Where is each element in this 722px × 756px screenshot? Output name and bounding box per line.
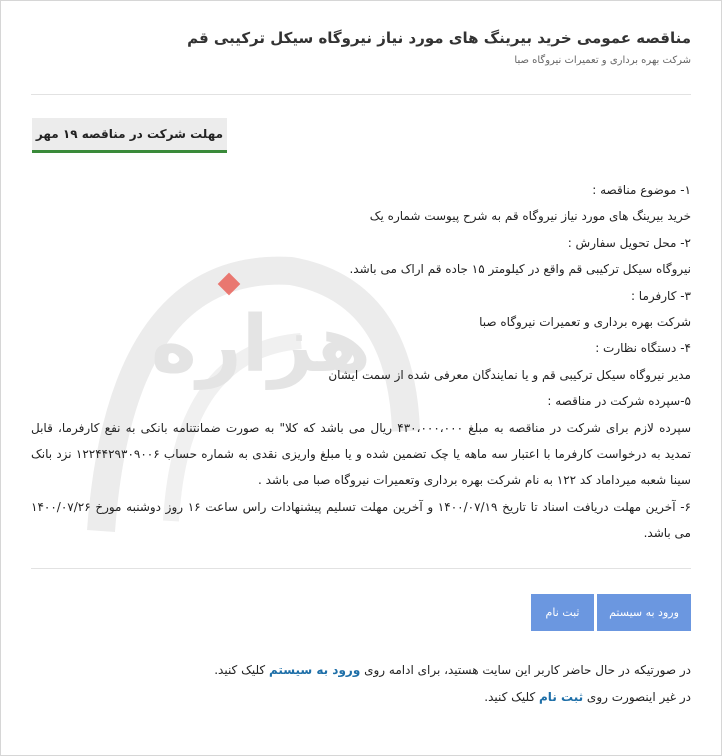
section-2-text: نیروگاه سیکل ترکیبی قم واقع در کیلومتر ۱۵ جاده قم اراک می باشد. <box>349 262 691 277</box>
tender-details <box>31 177 691 547</box>
page-subtitle: شرکت بهره برداری و تعمیرات نیروگاه صبا <box>514 55 691 66</box>
divider-top <box>31 94 691 95</box>
deadline-tab[interactable]: مهلت شرکت در مناقصه ۱۹ مهر <box>32 118 227 153</box>
register-link[interactable]: ثبت نام <box>539 690 584 704</box>
section-1-text: خرید بیرینگ های مورد نیاز نیروگاه قم به شرح پیوست شماره یک <box>369 209 691 224</box>
login-note-after: کلیک کنید. <box>214 663 269 677</box>
watermark-text: هزاره <box>150 300 372 390</box>
register-note-before: در غیر اینصورت روی <box>583 690 691 704</box>
login-note-before: در صورتیکه در حال حاضر کاربر این سایت هستید، برای ادامه روی <box>360 663 691 677</box>
section-2-heading: ۲- محل تحویل سفارش : <box>567 235 691 250</box>
section-1-heading: ۱- موضوع مناقصه : <box>592 183 691 197</box>
deposit-paragraph: سپرده لازم برای شرکت در مناقصه به مبلغ ۴۳۰،۰۰۰،۰۰۰ ریال می باشد که کلا" به صورت ضمانتنامه بانکی به نفع کارفرما، قابل تمدید به درخواست کارفرما با اعتبار سه ماهه یا چک تضمین شده و یا مبلغ واریزی نقدی به شماره حساب ۱۲۲۴۴۲۹۳۰۹۰۰۶ نزد بانک سینا شعبه میرداماد کد ۱۲۲ به نام شرکت بهره برداری وتعمیرات نیروگاه صبا می باشد . <box>31 420 691 488</box>
section-3-heading: ۳- کارفرما : <box>630 288 691 303</box>
register-note-after: کلیک کنید. <box>484 690 540 704</box>
login-note <box>31 657 691 684</box>
register-note <box>31 684 691 711</box>
page-title: مناقصه عمومی خرید بیرینگ های مورد نیاز نیروگاه سیکل ترکیبی قم <box>187 29 691 47</box>
register-button[interactable]: ثبت نام <box>531 594 594 631</box>
section-4-text: مدیر نیروگاه سیکل ترکیبی قم و یا نمایندگان معرفی شده از سمت ایشان <box>328 367 691 382</box>
deadline-paragraph: ۶- آخرین مهلت دریافت اسناد تا تاریخ ۱۴۰۰/۰۷/۱۹ و آخرین مهلت تسلیم پیشنهادات راس ساعت ۱۶ روز دوشنبه مورخ ۱۴۰۰/۰۷/۲۶ می باشد. <box>31 499 691 541</box>
section-4-heading: ۴- دستگاه نظارت : <box>595 341 691 356</box>
divider-bottom <box>31 568 691 569</box>
login-instructions <box>31 657 691 711</box>
header <box>31 27 691 66</box>
section-3-text: شرکت بهره برداری و تعمیرات نیروگاه صبا <box>479 315 691 330</box>
login-button[interactable]: ورود به سیستم <box>597 594 691 631</box>
login-link[interactable]: ورود به سیستم <box>268 663 361 677</box>
section-5-heading: ۵-سپرده شرکت در مناقصه : <box>547 394 691 409</box>
